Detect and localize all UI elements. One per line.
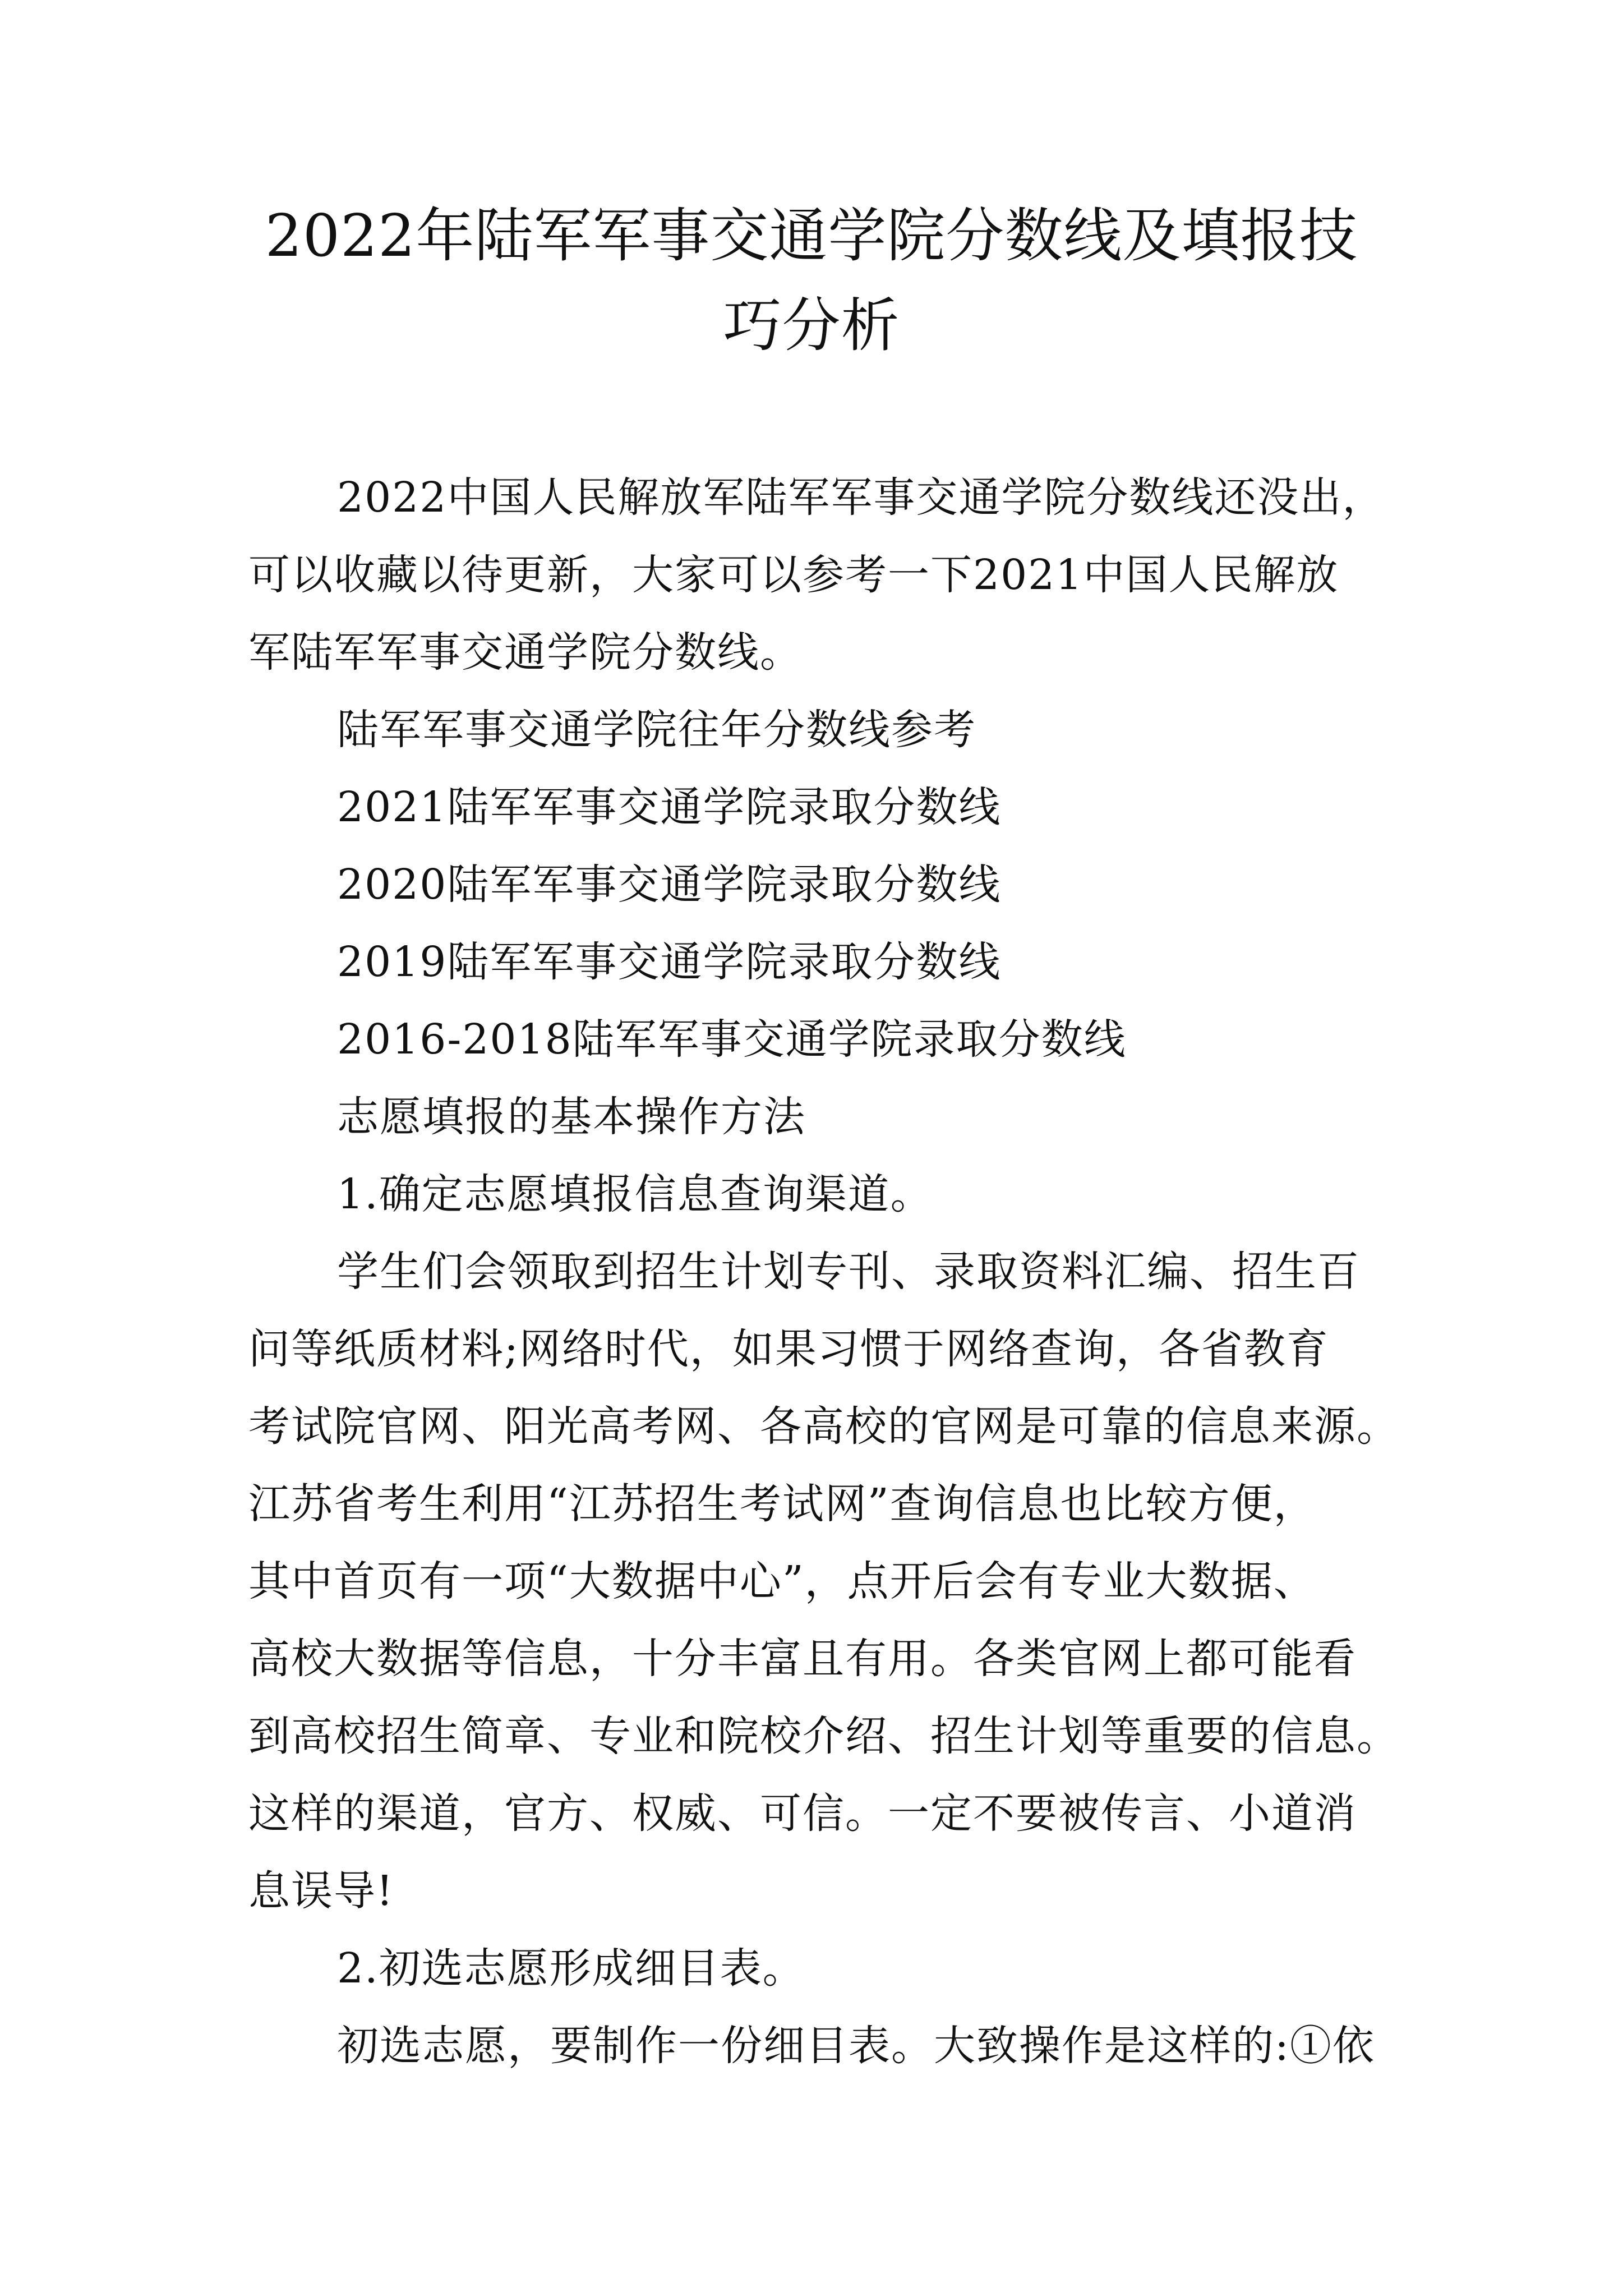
step-1-text-line-6: 高校大数据等信息，十分丰富且有用。各类官网上都可能看	[248, 1635, 1357, 1683]
paragraph-line-1: 2022中国人民解放军陆军军事交通学院分数线还没出，	[337, 473, 1385, 522]
step-1-text-line-1: 学生们会领取到招生计划专刊、录取资料汇编、招生百	[337, 1248, 1360, 1296]
score-line-2016-2018: 2016-2018陆军军事交通学院录取分数线	[337, 1015, 1127, 1064]
paragraph-line-2: 可以收藏以待更新，大家可以参考一下2021中国人民解放	[248, 551, 1339, 599]
score-line-2021: 2021陆军军事交通学院录取分数线	[337, 783, 1002, 831]
step-1-text-line-7: 到高校招生简章、专业和院校介绍、招生计划等重要的信息。	[248, 1712, 1399, 1760]
step-1-text-line-4: 江苏省考生利用“江苏招生考试网”查询信息也比较方便，	[248, 1480, 1316, 1528]
step-2-heading: 2.初选志愿形成细目表。	[337, 1944, 805, 1993]
reference-heading: 陆军军事交通学院往年分数线参考	[337, 706, 976, 754]
step-1-text-line-3: 考试院官网、阳光高考网、各高校的官网是可靠的信息来源。	[248, 1402, 1399, 1451]
step-2-text-line-1: 初选志愿，要制作一份细目表。大致操作是这样的:①依	[337, 2022, 1375, 2070]
step-1-text-line-5: 其中首页有一项“大数据中心”，点开后会有专业大数据、	[248, 1557, 1316, 1605]
step-1-heading: 1.确定志愿填报信息查询渠道。	[337, 1170, 933, 1218]
score-line-2019: 2019陆军军事交通学院录取分数线	[337, 938, 1002, 986]
method-heading: 志愿填报的基本操作方法	[337, 1093, 806, 1141]
step-1-text-line-9: 息误导!	[248, 1867, 394, 1915]
step-1-text-line-2: 问等纸质材料;网络时代，如果习惯于网络查询，各省教育	[248, 1325, 1329, 1373]
document-title-line-1: 2022年陆军军事交通学院分数线及填报技	[265, 201, 1358, 270]
score-line-2020: 2020陆军军事交通学院录取分数线	[337, 861, 1002, 909]
step-1-text-line-8: 这样的渠道，官方、权威、可信。一定不要被传言、小道消	[248, 1789, 1357, 1838]
document-title-line-2: 巧分析	[723, 291, 900, 360]
paragraph-line-3: 军陆军军事交通学院分数线。	[248, 628, 803, 677]
